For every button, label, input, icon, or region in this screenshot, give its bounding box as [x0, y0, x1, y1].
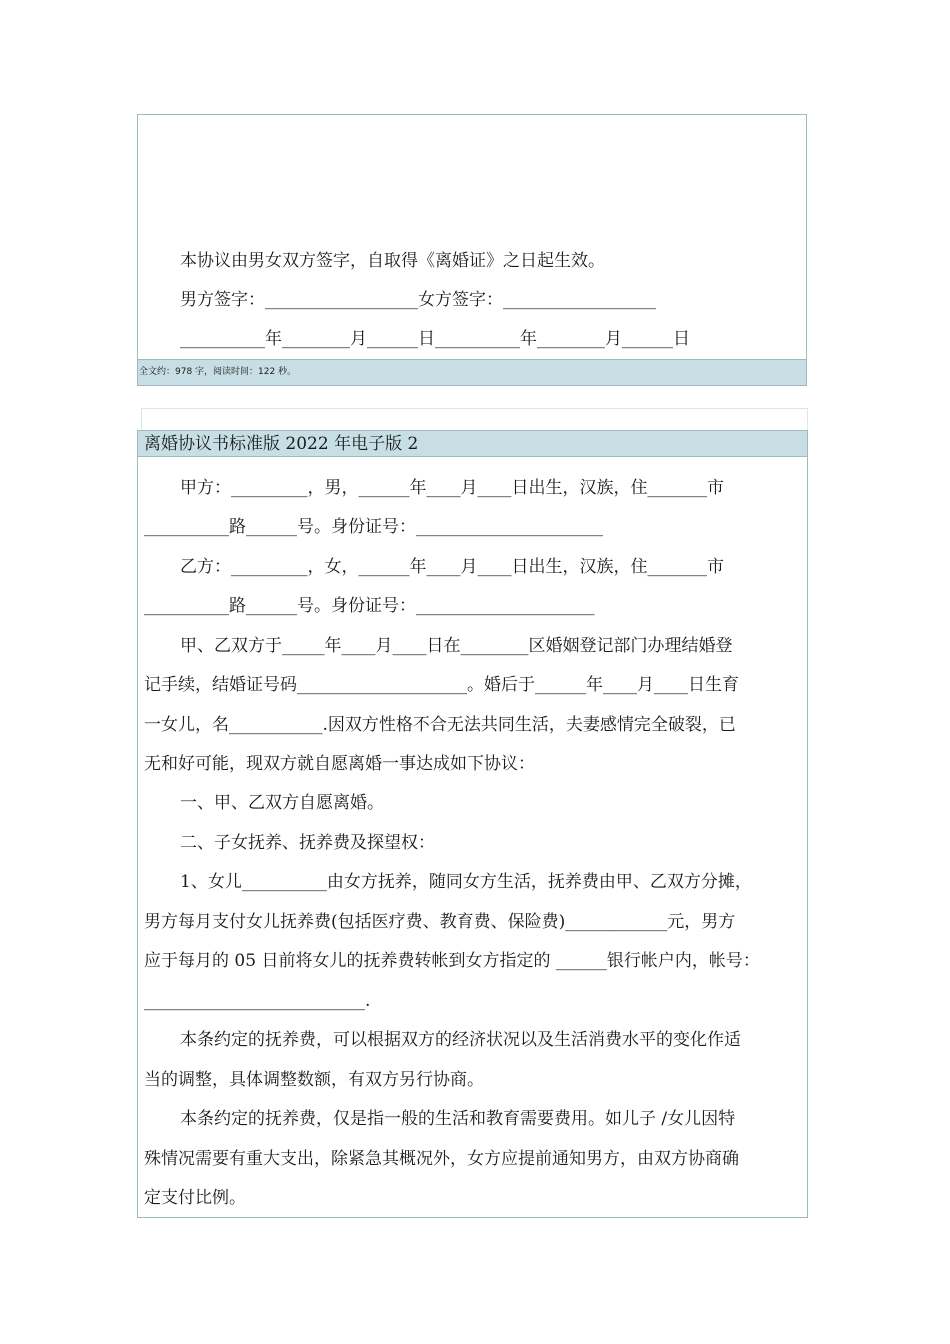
panel-1-content: [138, 115, 806, 361]
paragraph-line: 无和好可能，现双方就自愿离婚一事达成如下协议：: [144, 754, 535, 774]
paragraph-line: 本条约定的抚养费，仅是指一般的生活和教育需要费用。如儿子 /女儿因特: [180, 1109, 736, 1129]
paragraph-line: 乙方：_________，女，______年____月____日出生，汉族，住_______市: [180, 557, 724, 577]
paragraph-line: 应于每月的 05 日前将女儿的抚养费转帐到女方指定的 ______银行帐户内，帐号：: [144, 951, 760, 971]
paragraph-line: 甲、乙双方于_____年____月____日在________区婚姻登记部门办理结婚登: [180, 636, 733, 656]
panel-separator: [141, 408, 808, 430]
paragraph-line: 1、女儿__________由女方抚养，随同女方生活，抚养费由甲、乙双方分摊，: [180, 872, 752, 892]
paragraph-line: 当的调整，具体调整数额，有双方另行协商。: [144, 1070, 484, 1090]
paragraph-line: 定支付比例。: [144, 1188, 246, 1208]
paragraph-line: 记手续，结婚证号码____________________。婚后于______年____月____日生育: [144, 675, 739, 695]
paragraph-line: __________________________.: [144, 991, 371, 1011]
paragraph-line: 二、子女抚养、抚养费及探望权：: [180, 833, 435, 853]
paragraph-line: 男方每月支付女儿抚养费(包括医疗费、教育费、保险费)____________元，男方: [144, 912, 736, 932]
paragraph-line: __________路______号。身份证号：______________________: [144, 517, 603, 537]
document-panel-2: [137, 430, 808, 1218]
paragraph-line: __________路______号。身份证号：_____________________: [144, 596, 595, 616]
document-panel-1: [137, 114, 807, 386]
paragraph-line: 甲方：_________，男，______年____月____日出生，汉族，住_______市: [180, 478, 724, 498]
document-title: 离婚协议书标准版 2022 年电子版 2: [138, 431, 807, 457]
paragraph-line: 一女儿，名___________.因双方性格不合无法共同生活，夫妻感情完全破裂，已: [144, 715, 736, 735]
word-count-footer: 全文约：978 字，阅读时间：122 秒。: [138, 359, 806, 385]
paragraph-line: 本条约定的抚养费，可以根据双方的经济状况以及生活消费水平的变化作适: [180, 1030, 741, 1050]
paragraph-line: 一、甲、乙双方自愿离婚。: [180, 793, 384, 813]
signature-line: 男方签字：__________________女方签字：__________________: [180, 290, 656, 310]
paragraph-line: 殊情况需要有重大支出，除紧急其概况外，女方应提前通知男方，由双方协商确: [144, 1149, 739, 1169]
date-line: __________年________月______日__________年________月______日: [180, 329, 690, 349]
effective-clause: 本协议由男女双方签字，自取得《离婚证》之日起生效。: [180, 251, 605, 271]
